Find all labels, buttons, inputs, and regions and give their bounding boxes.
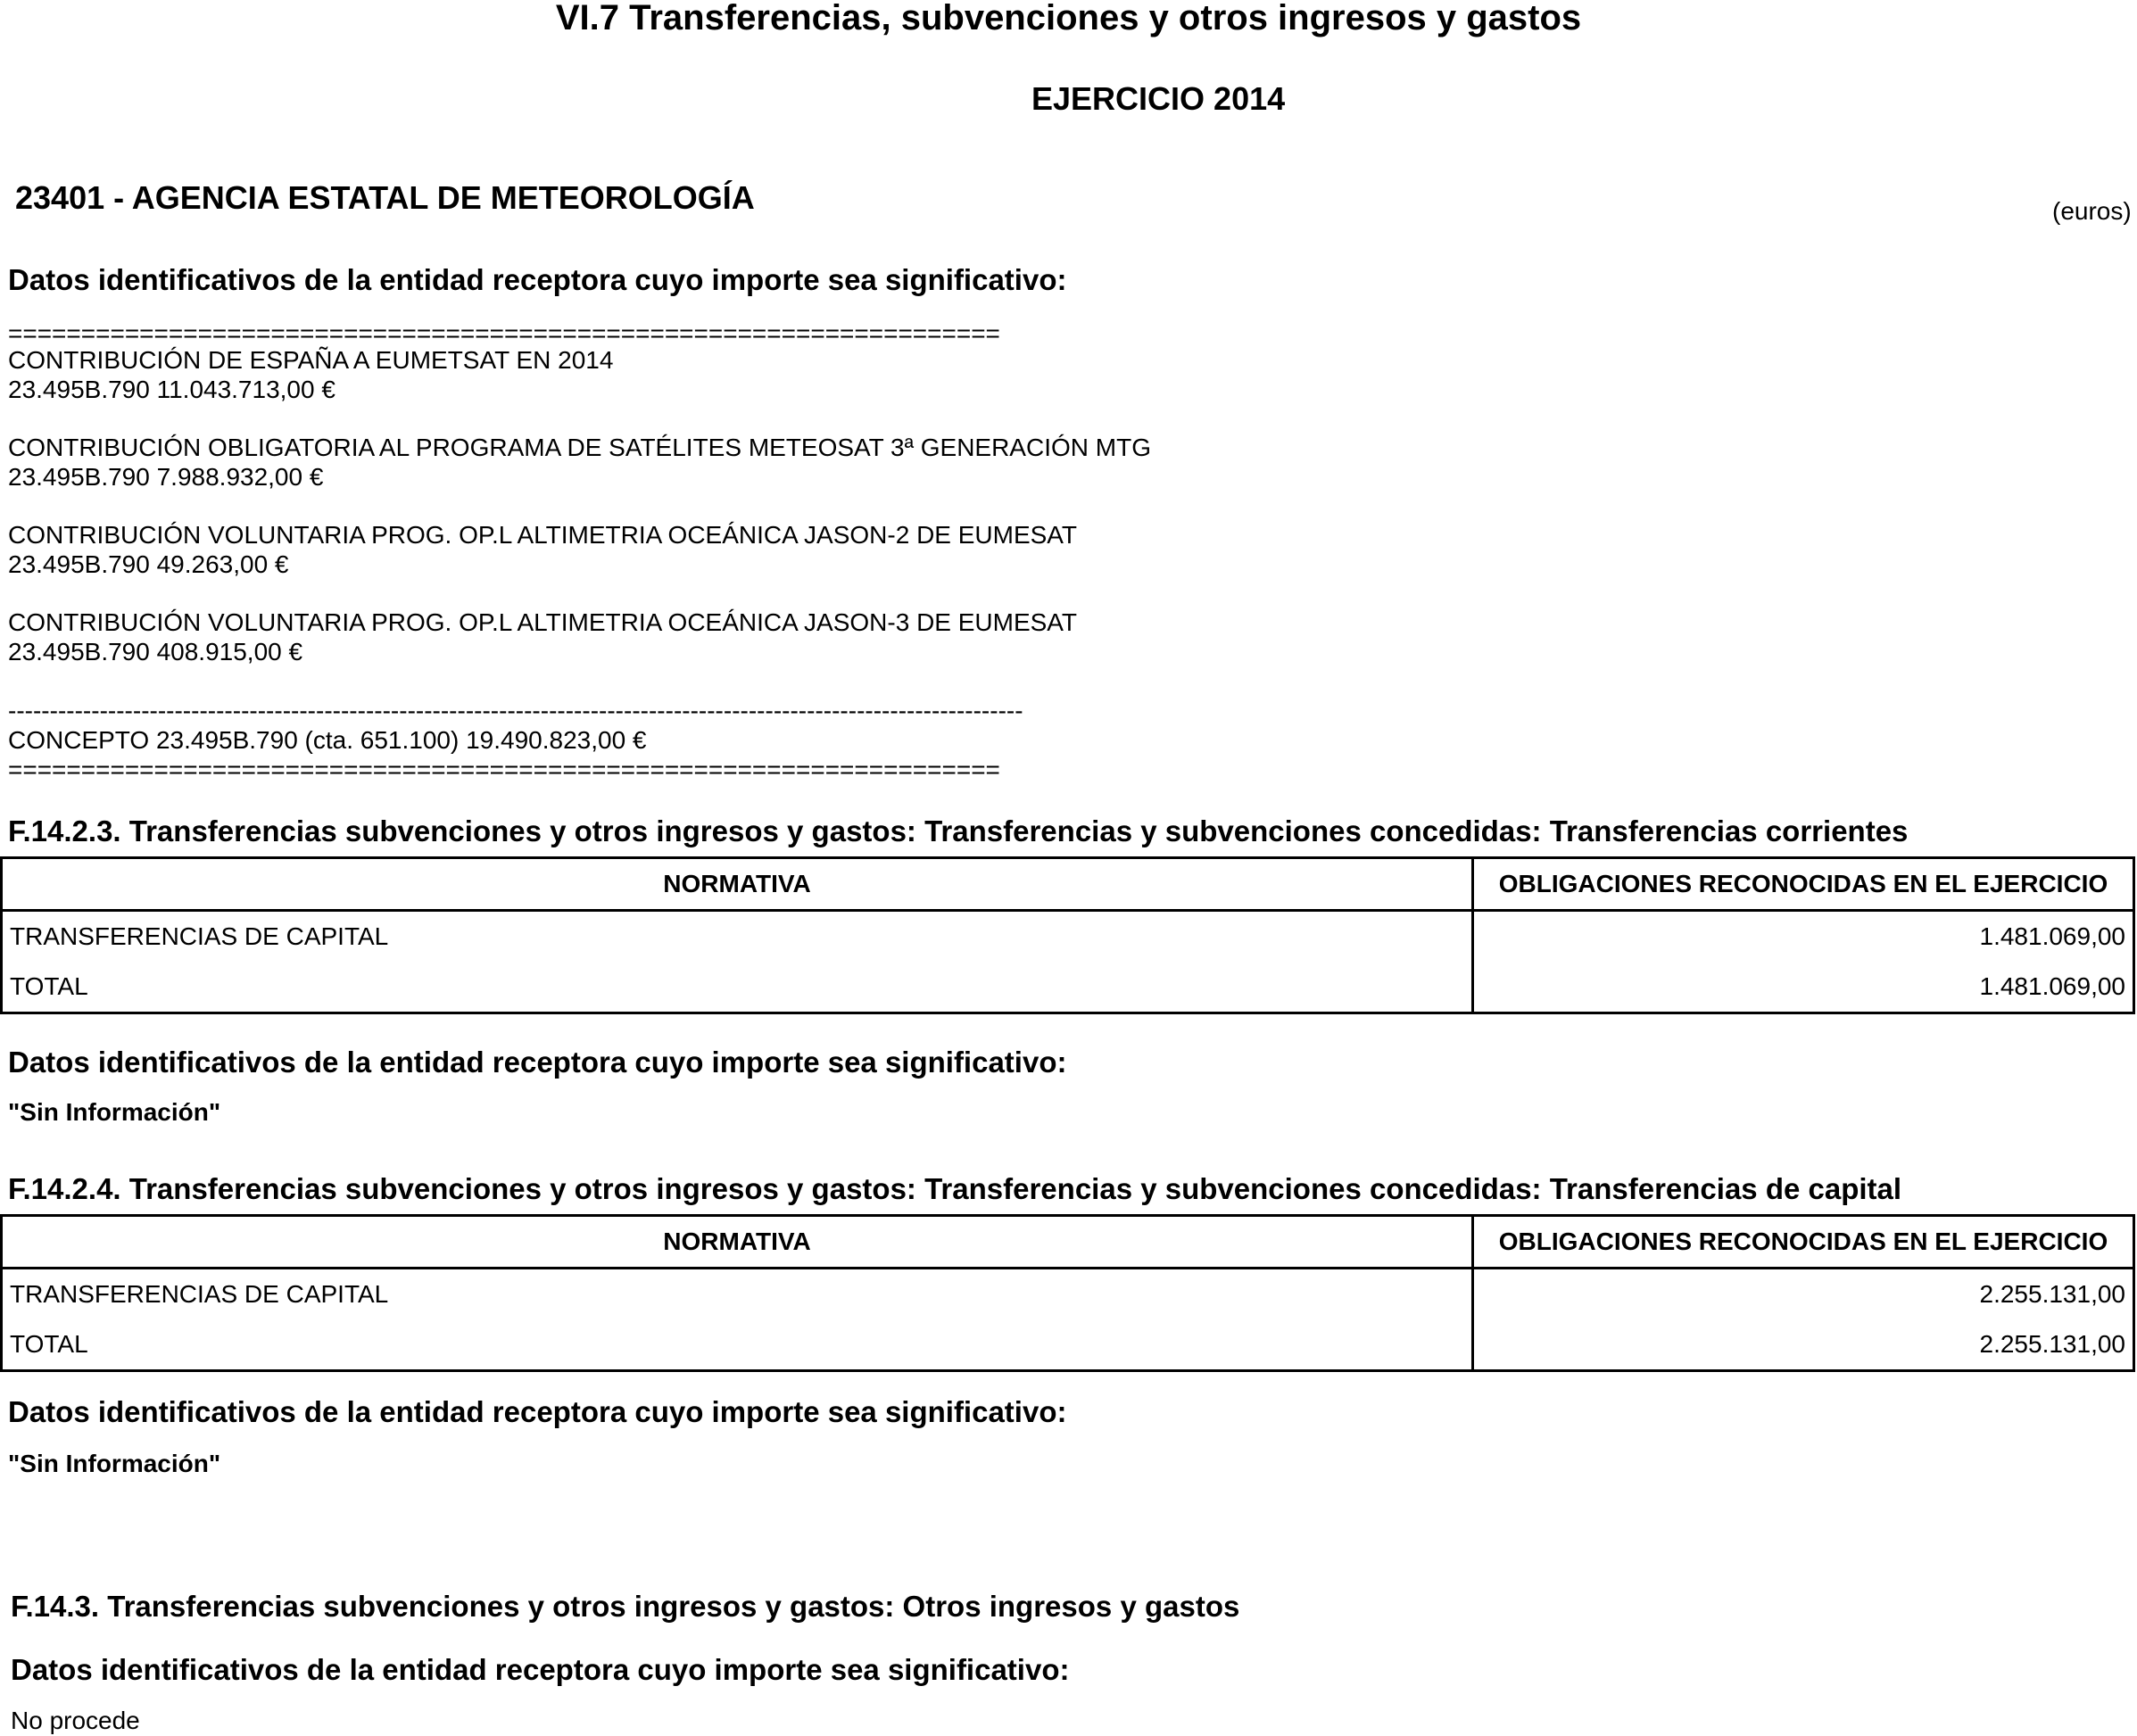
row-label: TOTAL xyxy=(2,962,1473,1013)
row-label: TOTAL xyxy=(2,1319,1473,1371)
row-label: TRANSFERENCIAS DE CAPITAL xyxy=(2,1269,1473,1320)
datos-heading-1: Datos identificativos de la entidad receptora cuyo importe sea significativo: xyxy=(8,263,1067,296)
fiscal-year: EJERCICIO 2014 xyxy=(1031,80,1286,117)
col-obligaciones: OBLIGACIONES RECONOCIDAS EN EL EJERCICIO xyxy=(1473,1216,2134,1269)
row-value: 2.255.131,00 xyxy=(1473,1319,2134,1371)
entry-name: CONTRIBUCIÓN VOLUNTARIA PROG. OP.L ALTIMETRIA OCEÁNICA JASON-3 DE EUMESAT xyxy=(8,608,1078,636)
row-label: TRANSFERENCIAS DE CAPITAL xyxy=(2,911,1473,963)
separator-top: ==================================================================== xyxy=(8,319,1000,347)
datos-heading-4: Datos identificativos de la entidad receptora cuyo importe sea significativo: xyxy=(11,1653,1070,1686)
table1 xyxy=(0,856,2135,1014)
table-row xyxy=(2,1319,2134,1371)
table-row xyxy=(2,962,2134,1013)
row-value: 1.481.069,00 xyxy=(1473,962,2134,1013)
separator-bottom: ==================================================================== xyxy=(8,756,1000,783)
entry-amount: 23.495B.790 11.043.713,00 € xyxy=(8,376,335,403)
row-value: 2.255.131,00 xyxy=(1473,1269,2134,1320)
table1-title: F.14.2.3. Transferencias subvenciones y otros ingresos y gastos: Transferencias y subvenciones concedidas: Transferencias corrientes xyxy=(8,814,1909,847)
table2-title: F.14.2.4. Transferencias subvenciones y otros ingresos y gastos: Transferencias y subvenciones concedidas: Transferencias de capital xyxy=(8,1172,1902,1205)
concepto-total: CONCEPTO 23.495B.790 (cta. 651.100) 19.490.823,00 € xyxy=(8,726,647,754)
table-header-row xyxy=(2,858,2134,911)
datos-value-2: "Sin Información" xyxy=(8,1098,221,1126)
table2 xyxy=(0,1214,2135,1372)
currency-unit: (euros) xyxy=(2052,197,2132,225)
entry-name: CONTRIBUCIÓN DE ESPAÑA A EUMETSAT EN 2014 xyxy=(8,346,614,374)
datos-heading-3: Datos identificativos de la entidad receptora cuyo importe sea significativo: xyxy=(8,1395,1067,1428)
table-row xyxy=(2,911,2134,963)
entry-amount: 23.495B.790 7.988.932,00 € xyxy=(8,463,324,491)
entry-amount: 23.495B.790 408.915,00 € xyxy=(8,638,303,665)
entry-amount: 23.495B.790 49.263,00 € xyxy=(8,550,289,578)
table-header-row xyxy=(2,1216,2134,1269)
row-value: 1.481.069,00 xyxy=(1473,911,2134,963)
datos-value-3: "Sin Información" xyxy=(8,1450,221,1477)
entity-name: 23401 - AGENCIA ESTATAL DE METEOROLOGÍA xyxy=(15,179,755,216)
section3-title: F.14.3. Transferencias subvenciones y otros ingresos y gastos: Otros ingresos y gastos xyxy=(11,1590,1240,1623)
entry-name: CONTRIBUCIÓN VOLUNTARIA PROG. OP.L ALTIMETRIA OCEÁNICA JASON-2 DE EUMESAT xyxy=(8,521,1078,549)
table-row xyxy=(2,1269,2134,1320)
separator-mid: -------------------------------------------------------------------------------------------------------------------------- xyxy=(8,697,1023,724)
datos-heading-2: Datos identificativos de la entidad receptora cuyo importe sea significativo: xyxy=(8,1046,1067,1079)
col-obligaciones: OBLIGACIONES RECONOCIDAS EN EL EJERCICIO xyxy=(1473,858,2134,911)
col-normativa: NORMATIVA xyxy=(2,1216,1473,1269)
datos-value-4: No procede xyxy=(11,1707,140,1734)
page-title: VI.7 Transferencias, subvenciones y otros ingresos y gastos xyxy=(555,0,1582,37)
entry-name: CONTRIBUCIÓN OBLIGATORIA AL PROGRAMA DE SATÉLITES METEOSAT 3ª GENERACIÓN MTG xyxy=(8,434,1151,461)
col-normativa: NORMATIVA xyxy=(2,858,1473,911)
